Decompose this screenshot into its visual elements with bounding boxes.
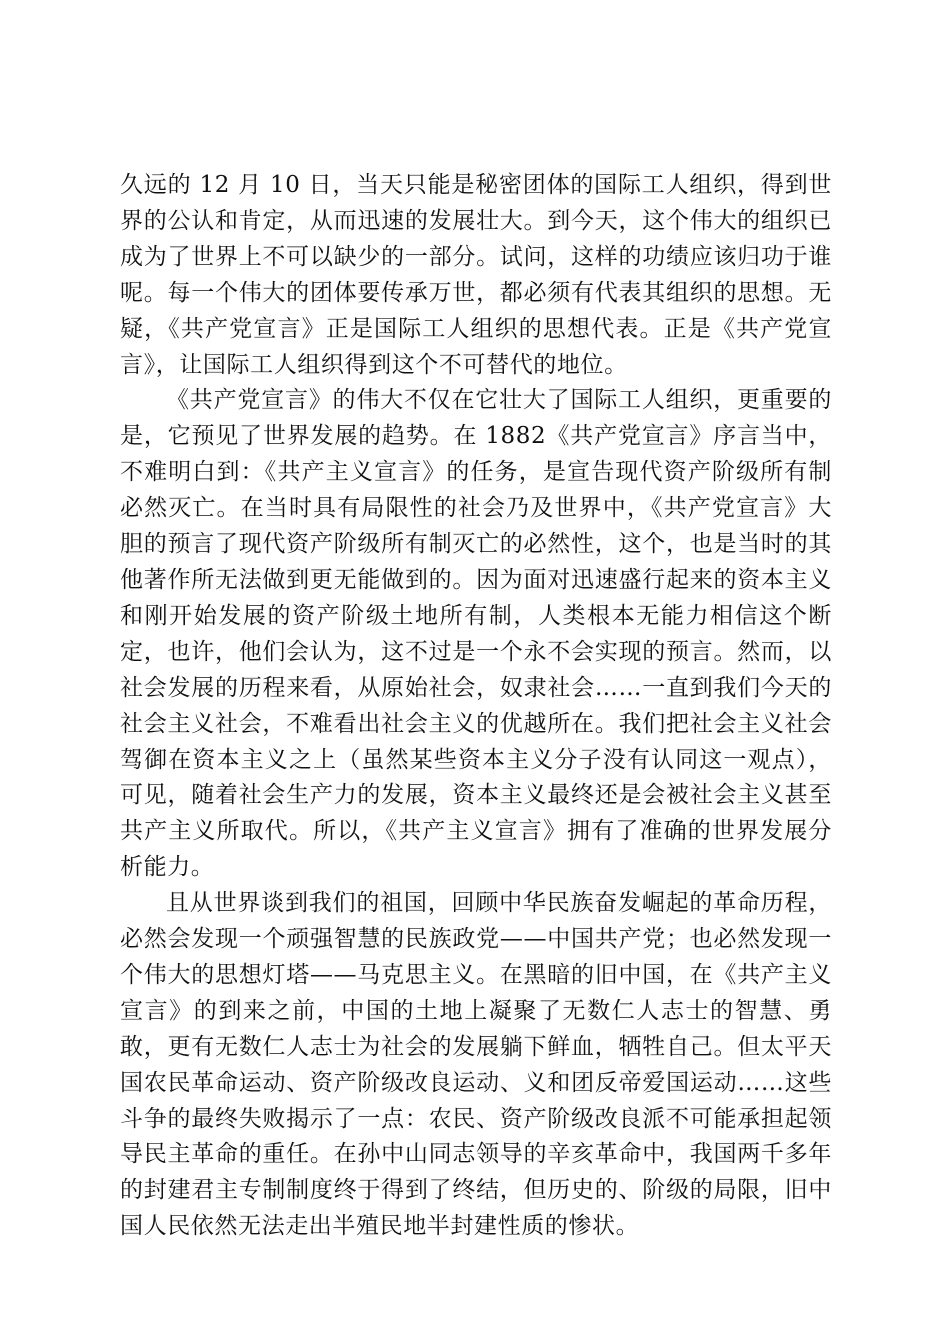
document-body (120, 168, 832, 1245)
paragraph: 且从世界谈到我们的祖国，回顾中华民族奋发崛起的革命历程，必然会发现一个顽强智慧的民族政党——中国共产党；也必然发现一个伟大的思想灯塔——马克思主义。在黑暗的旧中国，在《共产主义宣言》的到来之前，中国的土地上凝聚了无数仁人志士的智慧、勇敢，更有无数仁人志士为社会的发展躺下鲜血，牺牲自己。但太平天国农民革命运动、资产阶级改良运动、义和团反帝爱国运动……这些斗争的最终失败揭示了一点：农民、资产阶级改良派不可能承担起领导民主革命的重任。在孙中山同志领导的辛亥革命中，我国两千多年的封建君主专制制度终于得到了终结，但历史的、阶级的局限，旧中国人民依然无法走出半殖民地半封建性质的惨状。 (120, 890, 832, 1240)
paragraph: 《共产党宣言》的伟大不仅在它壮大了国际工人组织，更重要的是，它预见了世界发展的趋势。在 1882《共产党宣言》序言当中，不难明白到：《共产主义宣言》的任务，是宣告现代资产阶级所有制必然灭亡。在当时具有局限性的社会乃及世界中，《共产党宣言》大胆的预言了现代资产阶级所有制灭亡的必然性，这个，也是当时的其他著作所无法做到更无能做到的。因为面对迅速盛行起来的资本主义和刚开始发展的资产阶级土地所有制，人类根本无能力相信这个断定，也许，他们会认为，这不过是一个永不会实现的预言。然而，以社会发展的历程来看，从原始社会，奴隶社会……一直到我们今天的社会主义社会，不难看出社会主义的优越所在。我们把社会主义社会驾御在资本主义之上（虽然某些资本主义分子没有认同这一观点），可见，随着社会生产力的发展，资本主义最终还是会被社会主义甚至共产主义所取代。所以，《共产主义宣言》拥有了准确的世界发展分析能力。 (120, 387, 832, 881)
paragraph-continued: 久远的 12 月 10 日，当天只能是秘密团体的国际工人组织，得到世界的公认和肯定，从而迅速的发展壮大。到今天，这个伟大的组织已成为了世界上不可以缺少的一部分。试问，这样的功绩应该归功于谁呢。每一个伟大的团体要传承万世，都必须有代表其组织的思想。无疑，《共产党宣言》正是国际工人组织的思想代表。正是《共产党宣言》，让国际工人组织得到这个不可替代的地位。 (120, 172, 832, 378)
